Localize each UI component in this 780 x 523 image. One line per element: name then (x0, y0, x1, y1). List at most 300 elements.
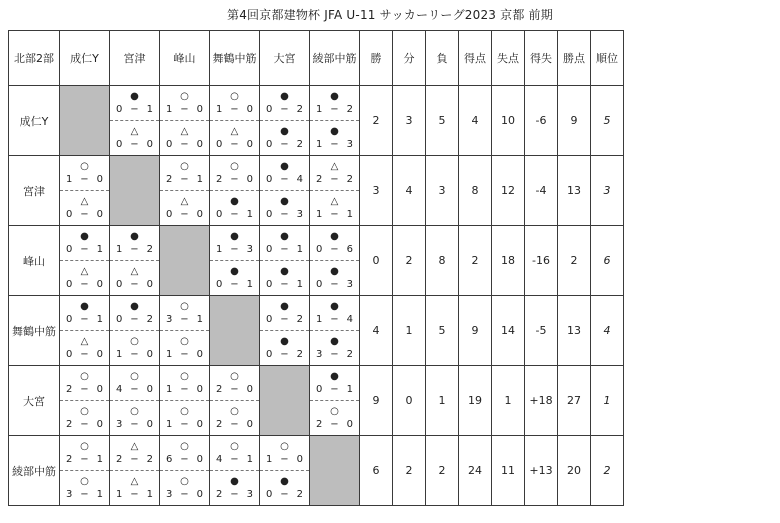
home-goals: 0 (116, 314, 123, 325)
score-dash: − (80, 174, 89, 185)
home-goals: 2 (216, 174, 223, 185)
score-dash: − (130, 279, 139, 290)
match-leg-second (210, 121, 259, 155)
stat-goals-against: 10 (492, 86, 525, 156)
match-score (160, 348, 209, 361)
stat-wins: 0 (360, 226, 393, 296)
home-goals: 0 (316, 279, 323, 290)
match-cell (110, 366, 160, 436)
away-goals: 0 (196, 139, 203, 150)
stat-goal-difference: +13 (525, 436, 558, 506)
match-score (110, 348, 159, 361)
away-goals: 2 (346, 174, 353, 185)
result-mark: ○ (130, 336, 139, 347)
away-goals: 0 (246, 419, 253, 430)
stat-losses: 2 (426, 436, 459, 506)
match-leg-first (310, 366, 359, 401)
away-goals: 1 (296, 244, 303, 255)
match-score (110, 278, 159, 291)
table-row (9, 226, 624, 296)
score-dash: − (80, 314, 89, 325)
row-team-name: 峰山 (9, 226, 60, 296)
home-goals: 0 (66, 244, 73, 255)
score-dash: − (180, 349, 189, 360)
away-goals: 2 (296, 349, 303, 360)
home-goals: 0 (166, 139, 173, 150)
away-goals: 0 (196, 384, 203, 395)
result-mark: ○ (230, 441, 239, 452)
score-dash: − (180, 104, 189, 115)
stat-header-losses: 負 (426, 31, 459, 86)
stat-header-rank: 順位 (591, 31, 624, 86)
away-goals: 0 (346, 419, 353, 430)
match-cell (160, 86, 210, 156)
score-dash: − (130, 244, 139, 255)
match-score (260, 488, 309, 501)
away-goals: 3 (246, 489, 253, 500)
result-mark: ● (80, 231, 89, 242)
match-cell (110, 226, 160, 296)
match-score (210, 138, 259, 151)
result-mark: ○ (330, 406, 339, 417)
row-team-name: 舞鶴中筋 (9, 296, 60, 366)
result-mark: △ (130, 266, 139, 277)
score-dash: − (80, 244, 89, 255)
result-mark: ○ (230, 161, 239, 172)
home-goals: 0 (266, 104, 273, 115)
home-goals: 3 (116, 419, 123, 430)
result-mark: ○ (180, 91, 189, 102)
away-goals: 0 (146, 384, 153, 395)
match-leg-first (310, 226, 359, 261)
result-mark: △ (130, 441, 139, 452)
match-cell (160, 156, 210, 226)
home-goals: 1 (216, 244, 223, 255)
stat-goal-difference: +18 (525, 366, 558, 436)
away-goals: 0 (246, 104, 253, 115)
result-mark: ● (330, 266, 339, 277)
result-mark: ○ (230, 91, 239, 102)
home-goals: 0 (266, 349, 273, 360)
result-mark: ○ (80, 441, 89, 452)
match-leg-second (210, 401, 259, 435)
away-goals: 4 (346, 314, 353, 325)
column-team-header: 舞鶴中筋 (210, 31, 260, 86)
home-goals: 0 (316, 244, 323, 255)
match-leg-second (110, 401, 159, 435)
result-mark: ○ (80, 406, 89, 417)
league-table (8, 30, 624, 506)
score-dash: − (80, 384, 89, 395)
result-mark: ● (280, 266, 289, 277)
score-dash: − (330, 174, 339, 185)
stat-losses: 5 (426, 296, 459, 366)
score-dash: − (330, 279, 339, 290)
away-goals: 0 (146, 349, 153, 360)
result-mark: △ (180, 126, 189, 137)
score-dash: − (80, 279, 89, 290)
score-dash: − (130, 139, 139, 150)
match-score (160, 488, 209, 501)
stat-goals-against: 18 (492, 226, 525, 296)
self-match-cell (310, 436, 360, 506)
stat-header-goal-difference: 得失 (525, 31, 558, 86)
match-score (160, 173, 209, 186)
match-leg-first (210, 86, 259, 121)
result-mark: ○ (280, 441, 289, 452)
result-mark: ● (280, 301, 289, 312)
match-score (310, 103, 359, 116)
away-goals: 1 (296, 279, 303, 290)
match-cell (110, 436, 160, 506)
away-goals: 1 (246, 454, 253, 465)
stat-losses: 5 (426, 86, 459, 156)
match-score (310, 208, 359, 221)
stat-rank: 5 (591, 86, 624, 156)
away-goals: 2 (146, 314, 153, 325)
match-leg-first (210, 156, 259, 191)
result-mark: ● (330, 126, 339, 137)
match-leg-second (210, 471, 259, 505)
match-leg-second (160, 331, 209, 365)
row-team-name: 宮津 (9, 156, 60, 226)
result-mark: ● (80, 301, 89, 312)
match-cell (260, 156, 310, 226)
home-goals: 0 (66, 349, 73, 360)
match-leg-second (60, 331, 109, 365)
score-dash: − (80, 349, 89, 360)
result-mark: △ (80, 266, 89, 277)
column-team-header: 宮津 (110, 31, 160, 86)
result-mark: △ (330, 161, 339, 172)
result-mark: ● (330, 231, 339, 242)
match-score (260, 138, 309, 151)
table-row (9, 296, 624, 366)
away-goals: 1 (196, 174, 203, 185)
match-leg-second (260, 191, 309, 225)
home-goals: 0 (116, 104, 123, 115)
match-cell (210, 86, 260, 156)
stat-goals-for: 4 (459, 86, 492, 156)
away-goals: 2 (296, 314, 303, 325)
match-score (60, 313, 109, 326)
result-mark: ○ (180, 476, 189, 487)
away-goals: 2 (346, 104, 353, 115)
score-dash: − (130, 454, 139, 465)
match-leg-first (110, 226, 159, 261)
table-row (9, 86, 624, 156)
home-goals: 1 (316, 104, 323, 115)
match-score (310, 278, 359, 291)
score-dash: − (130, 349, 139, 360)
away-goals: 2 (146, 454, 153, 465)
stat-rank: 1 (591, 366, 624, 436)
stat-goal-difference: -4 (525, 156, 558, 226)
stat-draws: 4 (393, 156, 426, 226)
division-label: 北部2部 (9, 31, 60, 86)
away-goals: 1 (96, 489, 103, 500)
result-mark: ● (330, 336, 339, 347)
stat-points: 2 (558, 226, 591, 296)
match-score (160, 453, 209, 466)
result-mark: ● (280, 231, 289, 242)
away-goals: 4 (296, 174, 303, 185)
home-goals: 1 (266, 454, 273, 465)
match-leg-second (260, 471, 309, 505)
match-cell (60, 436, 110, 506)
home-goals: 0 (116, 139, 123, 150)
match-cell (210, 156, 260, 226)
score-dash: − (130, 419, 139, 430)
score-dash: − (80, 454, 89, 465)
home-goals: 0 (66, 314, 73, 325)
home-goals: 2 (166, 174, 173, 185)
away-goals: 2 (296, 104, 303, 115)
match-leg-first (260, 296, 309, 331)
away-goals: 2 (146, 244, 153, 255)
score-dash: − (280, 244, 289, 255)
home-goals: 0 (266, 209, 273, 220)
match-leg-first (60, 366, 109, 401)
away-goals: 0 (196, 454, 203, 465)
score-dash: − (330, 314, 339, 325)
away-goals: 3 (296, 209, 303, 220)
match-leg-first (310, 296, 359, 331)
score-dash: − (230, 139, 239, 150)
result-mark: ● (280, 91, 289, 102)
home-goals: 3 (166, 314, 173, 325)
home-goals: 2 (216, 384, 223, 395)
self-match-cell (260, 366, 310, 436)
stat-goals-against: 11 (492, 436, 525, 506)
match-cell (260, 86, 310, 156)
home-goals: 3 (66, 489, 73, 500)
row-team-name: 綾部中筋 (9, 436, 60, 506)
stat-goals-for: 19 (459, 366, 492, 436)
match-score (260, 348, 309, 361)
stat-draws: 2 (393, 226, 426, 296)
column-team-header: 綾部中筋 (310, 31, 360, 86)
score-dash: − (230, 454, 239, 465)
score-dash: − (80, 419, 89, 430)
score-dash: − (280, 454, 289, 465)
away-goals: 2 (296, 139, 303, 150)
table-row (9, 366, 624, 436)
away-goals: 0 (96, 174, 103, 185)
away-goals: 1 (246, 279, 253, 290)
away-goals: 1 (246, 209, 253, 220)
home-goals: 4 (116, 384, 123, 395)
home-goals: 0 (216, 139, 223, 150)
home-goals: 2 (216, 419, 223, 430)
score-dash: − (280, 349, 289, 360)
match-leg-second (260, 331, 309, 365)
score-dash: − (330, 209, 339, 220)
match-leg-second (260, 261, 309, 295)
away-goals: 0 (96, 279, 103, 290)
score-dash: − (180, 139, 189, 150)
match-score (60, 278, 109, 291)
match-cell (160, 366, 210, 436)
result-mark: ○ (230, 406, 239, 417)
away-goals: 0 (196, 209, 203, 220)
stat-draws: 2 (393, 436, 426, 506)
match-cell (260, 436, 310, 506)
home-goals: 1 (316, 314, 323, 325)
match-leg-first (310, 86, 359, 121)
stat-header-goals-for: 得点 (459, 31, 492, 86)
table-row (9, 436, 624, 506)
match-leg-first (160, 366, 209, 401)
match-score (210, 173, 259, 186)
match-leg-first (210, 366, 259, 401)
match-leg-second (310, 401, 359, 435)
home-goals: 0 (266, 244, 273, 255)
away-goals: 2 (346, 349, 353, 360)
away-goals: 1 (146, 104, 153, 115)
away-goals: 3 (346, 279, 353, 290)
home-goals: 1 (166, 104, 173, 115)
column-team-header: 成仁Y (60, 31, 110, 86)
match-leg-first (260, 86, 309, 121)
home-goals: 2 (66, 419, 73, 430)
stat-losses: 3 (426, 156, 459, 226)
score-dash: − (80, 489, 89, 500)
match-leg-first (210, 436, 259, 471)
match-score (260, 453, 309, 466)
result-mark: ● (130, 91, 139, 102)
page-title: 第4回京都建物杯 JFA U-11 サッカーリーグ2023 京都 前期 (227, 8, 553, 22)
result-mark: △ (230, 126, 239, 137)
score-dash: − (180, 384, 189, 395)
result-mark: ○ (180, 371, 189, 382)
home-goals: 0 (216, 209, 223, 220)
match-leg-second (110, 331, 159, 365)
self-match-cell (60, 86, 110, 156)
away-goals: 1 (96, 454, 103, 465)
away-goals: 0 (296, 454, 303, 465)
stat-rank: 3 (591, 156, 624, 226)
home-goals: 0 (266, 139, 273, 150)
result-mark: ● (280, 126, 289, 137)
match-leg-second (260, 121, 309, 155)
match-score (310, 348, 359, 361)
score-dash: − (180, 419, 189, 430)
match-score (260, 278, 309, 291)
match-leg-first (260, 156, 309, 191)
column-team-header: 峰山 (160, 31, 210, 86)
score-dash: − (230, 279, 239, 290)
match-score (60, 488, 109, 501)
match-cell (210, 436, 260, 506)
match-leg-first (110, 366, 159, 401)
score-dash: − (230, 244, 239, 255)
stat-wins: 2 (360, 86, 393, 156)
match-score (310, 313, 359, 326)
score-dash: − (280, 314, 289, 325)
match-score (260, 313, 309, 326)
match-score (260, 103, 309, 116)
score-dash: − (280, 174, 289, 185)
match-score (110, 418, 159, 431)
match-leg-second (60, 261, 109, 295)
match-leg-first (60, 226, 109, 261)
away-goals: 0 (246, 174, 253, 185)
match-score (210, 383, 259, 396)
home-goals: 1 (166, 349, 173, 360)
match-cell (310, 86, 360, 156)
result-mark: ● (280, 336, 289, 347)
match-cell (110, 86, 160, 156)
stat-points: 20 (558, 436, 591, 506)
match-cell (60, 156, 110, 226)
result-mark: △ (330, 196, 339, 207)
score-dash: − (180, 174, 189, 185)
result-mark: ○ (230, 371, 239, 382)
score-dash: − (230, 104, 239, 115)
score-dash: − (330, 384, 339, 395)
match-leg-first (210, 226, 259, 261)
score-dash: − (330, 139, 339, 150)
match-cell (310, 366, 360, 436)
home-goals: 0 (116, 279, 123, 290)
home-goals: 1 (166, 419, 173, 430)
result-mark: △ (130, 476, 139, 487)
match-score (210, 278, 259, 291)
home-goals: 6 (166, 454, 173, 465)
match-cell (60, 366, 110, 436)
match-cell (110, 296, 160, 366)
score-dash: − (280, 489, 289, 500)
score-dash: − (180, 454, 189, 465)
stat-losses: 1 (426, 366, 459, 436)
away-goals: 1 (196, 314, 203, 325)
away-goals: 1 (346, 209, 353, 220)
row-team-name: 成仁Y (9, 86, 60, 156)
away-goals: 0 (96, 209, 103, 220)
match-score (110, 313, 159, 326)
result-mark: ● (330, 301, 339, 312)
away-goals: 0 (146, 419, 153, 430)
stat-goal-difference: -6 (525, 86, 558, 156)
match-cell (60, 226, 110, 296)
self-match-cell (110, 156, 160, 226)
score-dash: − (280, 139, 289, 150)
stat-goal-difference: -5 (525, 296, 558, 366)
match-leg-second (110, 121, 159, 155)
home-goals: 1 (116, 349, 123, 360)
result-mark: ● (280, 476, 289, 487)
match-score (110, 138, 159, 151)
score-dash: − (130, 489, 139, 500)
score-dash: − (280, 279, 289, 290)
score-dash: − (130, 104, 139, 115)
match-leg-second (160, 191, 209, 225)
away-goals: 0 (196, 419, 203, 430)
match-cell (160, 436, 210, 506)
stat-rank: 6 (591, 226, 624, 296)
stat-goals-against: 12 (492, 156, 525, 226)
stat-points: 9 (558, 86, 591, 156)
match-score (160, 138, 209, 151)
column-team-header: 大宮 (260, 31, 310, 86)
score-dash: − (130, 314, 139, 325)
home-goals: 3 (316, 349, 323, 360)
match-score (60, 173, 109, 186)
match-score (160, 313, 209, 326)
score-dash: − (330, 419, 339, 430)
score-dash: − (130, 384, 139, 395)
